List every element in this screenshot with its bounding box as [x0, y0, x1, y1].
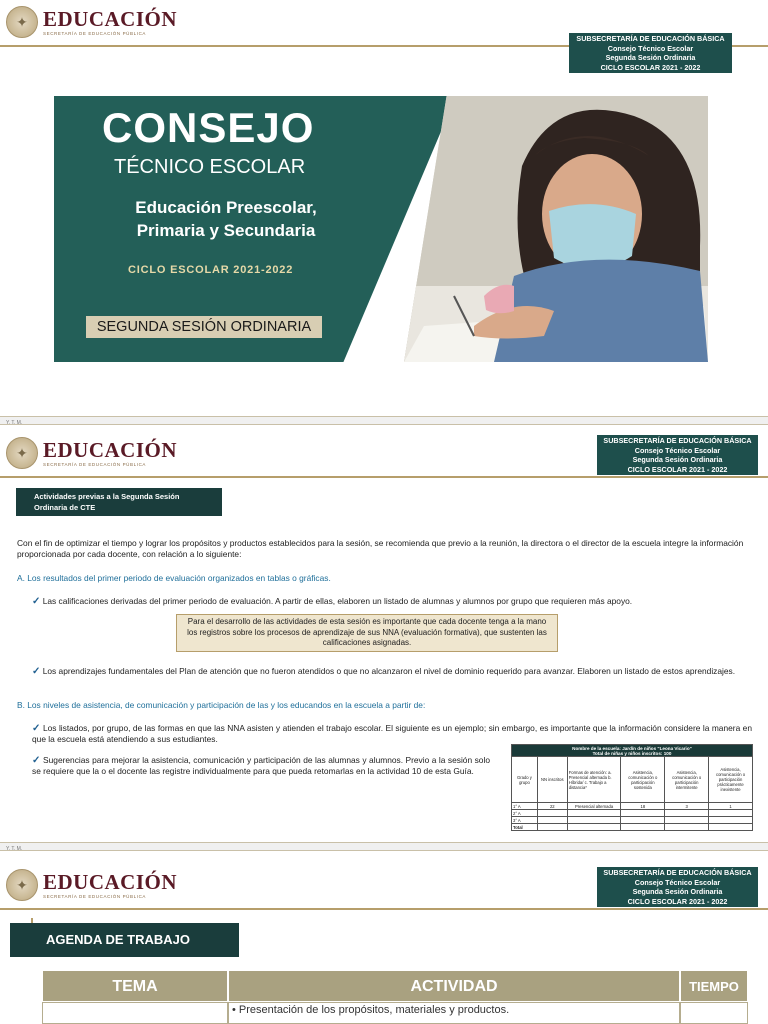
table-header: Asistencia, comunicación o participación intermitente [665, 757, 709, 803]
checkmark-icon: ✓ [32, 755, 41, 766]
table-cell [567, 824, 621, 831]
cover-levels-line: Primaria y Secundaria [136, 221, 316, 240]
table-cell [621, 817, 665, 824]
table-header: Asistencia, comunicación o participación prácticamente inexistente [709, 757, 753, 803]
table-cell [42, 1002, 228, 1024]
table-cell [665, 817, 709, 824]
bullet-a2 [32, 666, 752, 677]
table-cell: Total [512, 824, 538, 831]
table-cell [665, 824, 709, 831]
cover-session-label: SEGUNDA SESIÓN ORDINARIA [86, 316, 322, 338]
header-box-line: Consejo Técnico Escolar [607, 43, 694, 53]
checkmark-icon: ✓ [32, 596, 41, 607]
sep-logo [6, 869, 177, 901]
sep-logo [6, 437, 177, 469]
note-box: Para el desarrollo de las actividades de esta sesión es importante que cada docente tenga a la mano los registros sobre los procesos de aprendizaje de sus NNA (evaluación formativa), que sustenten las calificaciones asignadas. [176, 614, 558, 652]
section-label-line: Ordinaria de CTE [34, 503, 96, 512]
table-cell [709, 817, 753, 824]
header-box-line: CICLO ESCOLAR 2021 - 2022 [627, 896, 728, 906]
table-cell [621, 810, 665, 817]
table-cell: 3 [665, 803, 709, 810]
table-row [512, 803, 753, 810]
national-seal-icon: ✦ [6, 869, 38, 901]
logo-title: EDUCACIÓN [43, 7, 178, 31]
header-box-line: SUBSECRETARÍA DE EDUCACIÓN BÁSICA [603, 436, 752, 445]
table-cell [709, 824, 753, 831]
table-header: Grado y grupo [512, 757, 538, 803]
item-b-heading: B. Los niveles de asistencia, de comunicación y participación de las y los educandos en la escuela a partir de: [17, 700, 426, 710]
header-box-line: Consejo Técnico Escolar [634, 877, 721, 887]
cover-title: CONSEJO [102, 104, 315, 151]
table-cell: 3° A [512, 817, 538, 824]
header-box-line: Consejo Técnico Escolar [634, 445, 721, 455]
bullet-b2 [32, 755, 490, 777]
cover-subtitle: TÉCNICO ESCOLAR [114, 156, 306, 178]
table-cell: 2° A [512, 810, 538, 817]
table-title-line: Nombre de la escuela: Jardín de niños "Leona Vicario" [572, 745, 692, 751]
section-label [16, 488, 222, 516]
column-header-tema: TEMA [42, 970, 228, 1002]
table-cell [680, 1002, 748, 1024]
table-cell [537, 817, 567, 824]
logo-title: EDUCACIÓN [43, 438, 178, 462]
header-box-line: CICLO ESCOLAR 2021 - 2022 [600, 62, 701, 72]
agenda-label: AGENDA DE TRABAJO [10, 923, 239, 957]
page-separator [0, 842, 768, 851]
table-cell [709, 810, 753, 817]
table-cell [665, 810, 709, 817]
bullet-a1 [32, 596, 752, 607]
header-box-line: Segunda Sesión Ordinaria [605, 53, 696, 62]
table-cell: 1 [709, 803, 753, 810]
attendance-example-table [511, 744, 753, 831]
national-seal-icon: ✦ [6, 6, 38, 38]
agenda-first-item: • Presentación de los propósitos, materiales y productos. [232, 1004, 510, 1016]
checkmark-icon: ✓ [32, 666, 41, 677]
header-box-line: SUBSECRETARÍA DE EDUCACIÓN BÁSICA [603, 868, 752, 877]
table-cell [567, 817, 621, 824]
table-cell [537, 824, 567, 831]
header-box-line: CICLO ESCOLAR 2021 - 2022 [627, 464, 728, 474]
section-label-line: Actividades previas a la Segunda Sesión [34, 492, 180, 501]
cover-photo [404, 96, 708, 362]
sep-logo [6, 6, 177, 38]
bullet-b1 [32, 723, 752, 745]
logo-title: EDUCACIÓN [43, 870, 178, 894]
national-seal-icon: ✦ [6, 437, 38, 469]
bullet-a1-text: Las calificaciones derivadas del primer periodo de evaluación. A partir de ellas, elaboren un listado de alumnas y alumnos por grupo que requieren más apoyo. [42, 596, 633, 606]
table-cell: 18 [621, 803, 665, 810]
cover-cycle: CICLO ESCOLAR 2021-2022 [128, 264, 294, 276]
checkmark-icon: ✓ [32, 723, 41, 734]
student-with-mask-image [404, 96, 708, 362]
intro-paragraph: Con el fin de optimizar el tiempo y lograr los propósitos y productos establecidos para la sesión, se recomienda que previo a la reunión, la directora o el director de la escuela integre la información proporcionada por cada docente, con relación a lo siguiente: [17, 538, 744, 559]
table-cell: 1° A [512, 803, 538, 810]
table-cell [621, 824, 665, 831]
header-info-box [597, 435, 758, 475]
table-row [512, 824, 753, 831]
table-header: NN inscritos [537, 757, 567, 803]
page-separator [0, 416, 768, 425]
table-cell [567, 810, 621, 817]
cover-page [0, 0, 768, 418]
header-box-line: Segunda Sesión Ordinaria [632, 887, 723, 896]
bullet-a2-text: Los aprendizajes fundamentales del Plan de atención que no fueron atendidos o que no alcanzaron el nivel de dominio requerido para avanzar. Elaboren un listado de estos aprendizajes. [42, 666, 736, 676]
bullet-b1-text: Los listados, por grupo, de las formas en que las NNA asisten y atienden el trabajo escolar. El siguiente es un ejemplo; sin embargo, es importante que la información considere la manera en que la escuela está atendiendo a sus estudiantes. [32, 723, 753, 744]
header-box-line: Segunda Sesión Ordinaria [632, 455, 723, 464]
header-info-box [569, 33, 732, 73]
header-box-line: SUBSECRETARÍA DE EDUCACIÓN BÁSICA [576, 34, 725, 43]
cover-levels-line: Educación Preescolar, [135, 198, 317, 217]
table-row [512, 817, 753, 824]
table-cell [537, 810, 567, 817]
table-cell: 22 [537, 803, 567, 810]
logo-subtitle: SECRETARÍA DE EDUCACIÓN PÚBLICA [43, 894, 147, 899]
table-title-line: Total de niñas y niños inscritos: 100 [592, 750, 672, 756]
item-a-heading: A. Los resultados del primer periodo de evaluación organizados en tablas o gráficas. [17, 573, 331, 583]
logo-subtitle: SECRETARÍA DE EDUCACIÓN PÚBLICA [43, 31, 147, 36]
footer-mark: Y. T. M. [6, 846, 23, 852]
table-header: Formas de atención: a. Presencial alternada b. Híbrida/ c. Trabajo a distancia* [567, 757, 621, 803]
table-row [512, 810, 753, 817]
header-info-box [597, 867, 758, 907]
header-divider [0, 908, 768, 910]
table-header: Asistencia, comunicación o participación sostenida [621, 757, 665, 803]
header-divider [0, 476, 768, 478]
column-header-tiempo: TIEMPO [680, 970, 748, 1002]
bullet-b2-text: Sugerencias para mejorar la asistencia, comunicación y participación de las alumnas y alumnos. Previo a la sesión solo se requiere que la o el docente las registre individualmente para que pueda retomarlas en la actividad 10 de esta Guía. [32, 755, 490, 776]
logo-subtitle: SECRETARÍA DE EDUCACIÓN PÚBLICA [43, 462, 147, 467]
table-cell: Presencial alternada [567, 803, 621, 810]
footer-mark: Y. T. M. [6, 420, 23, 426]
table-title [512, 745, 753, 757]
column-header-actividad: ACTIVIDAD [228, 970, 680, 1002]
cover-levels [106, 196, 346, 242]
